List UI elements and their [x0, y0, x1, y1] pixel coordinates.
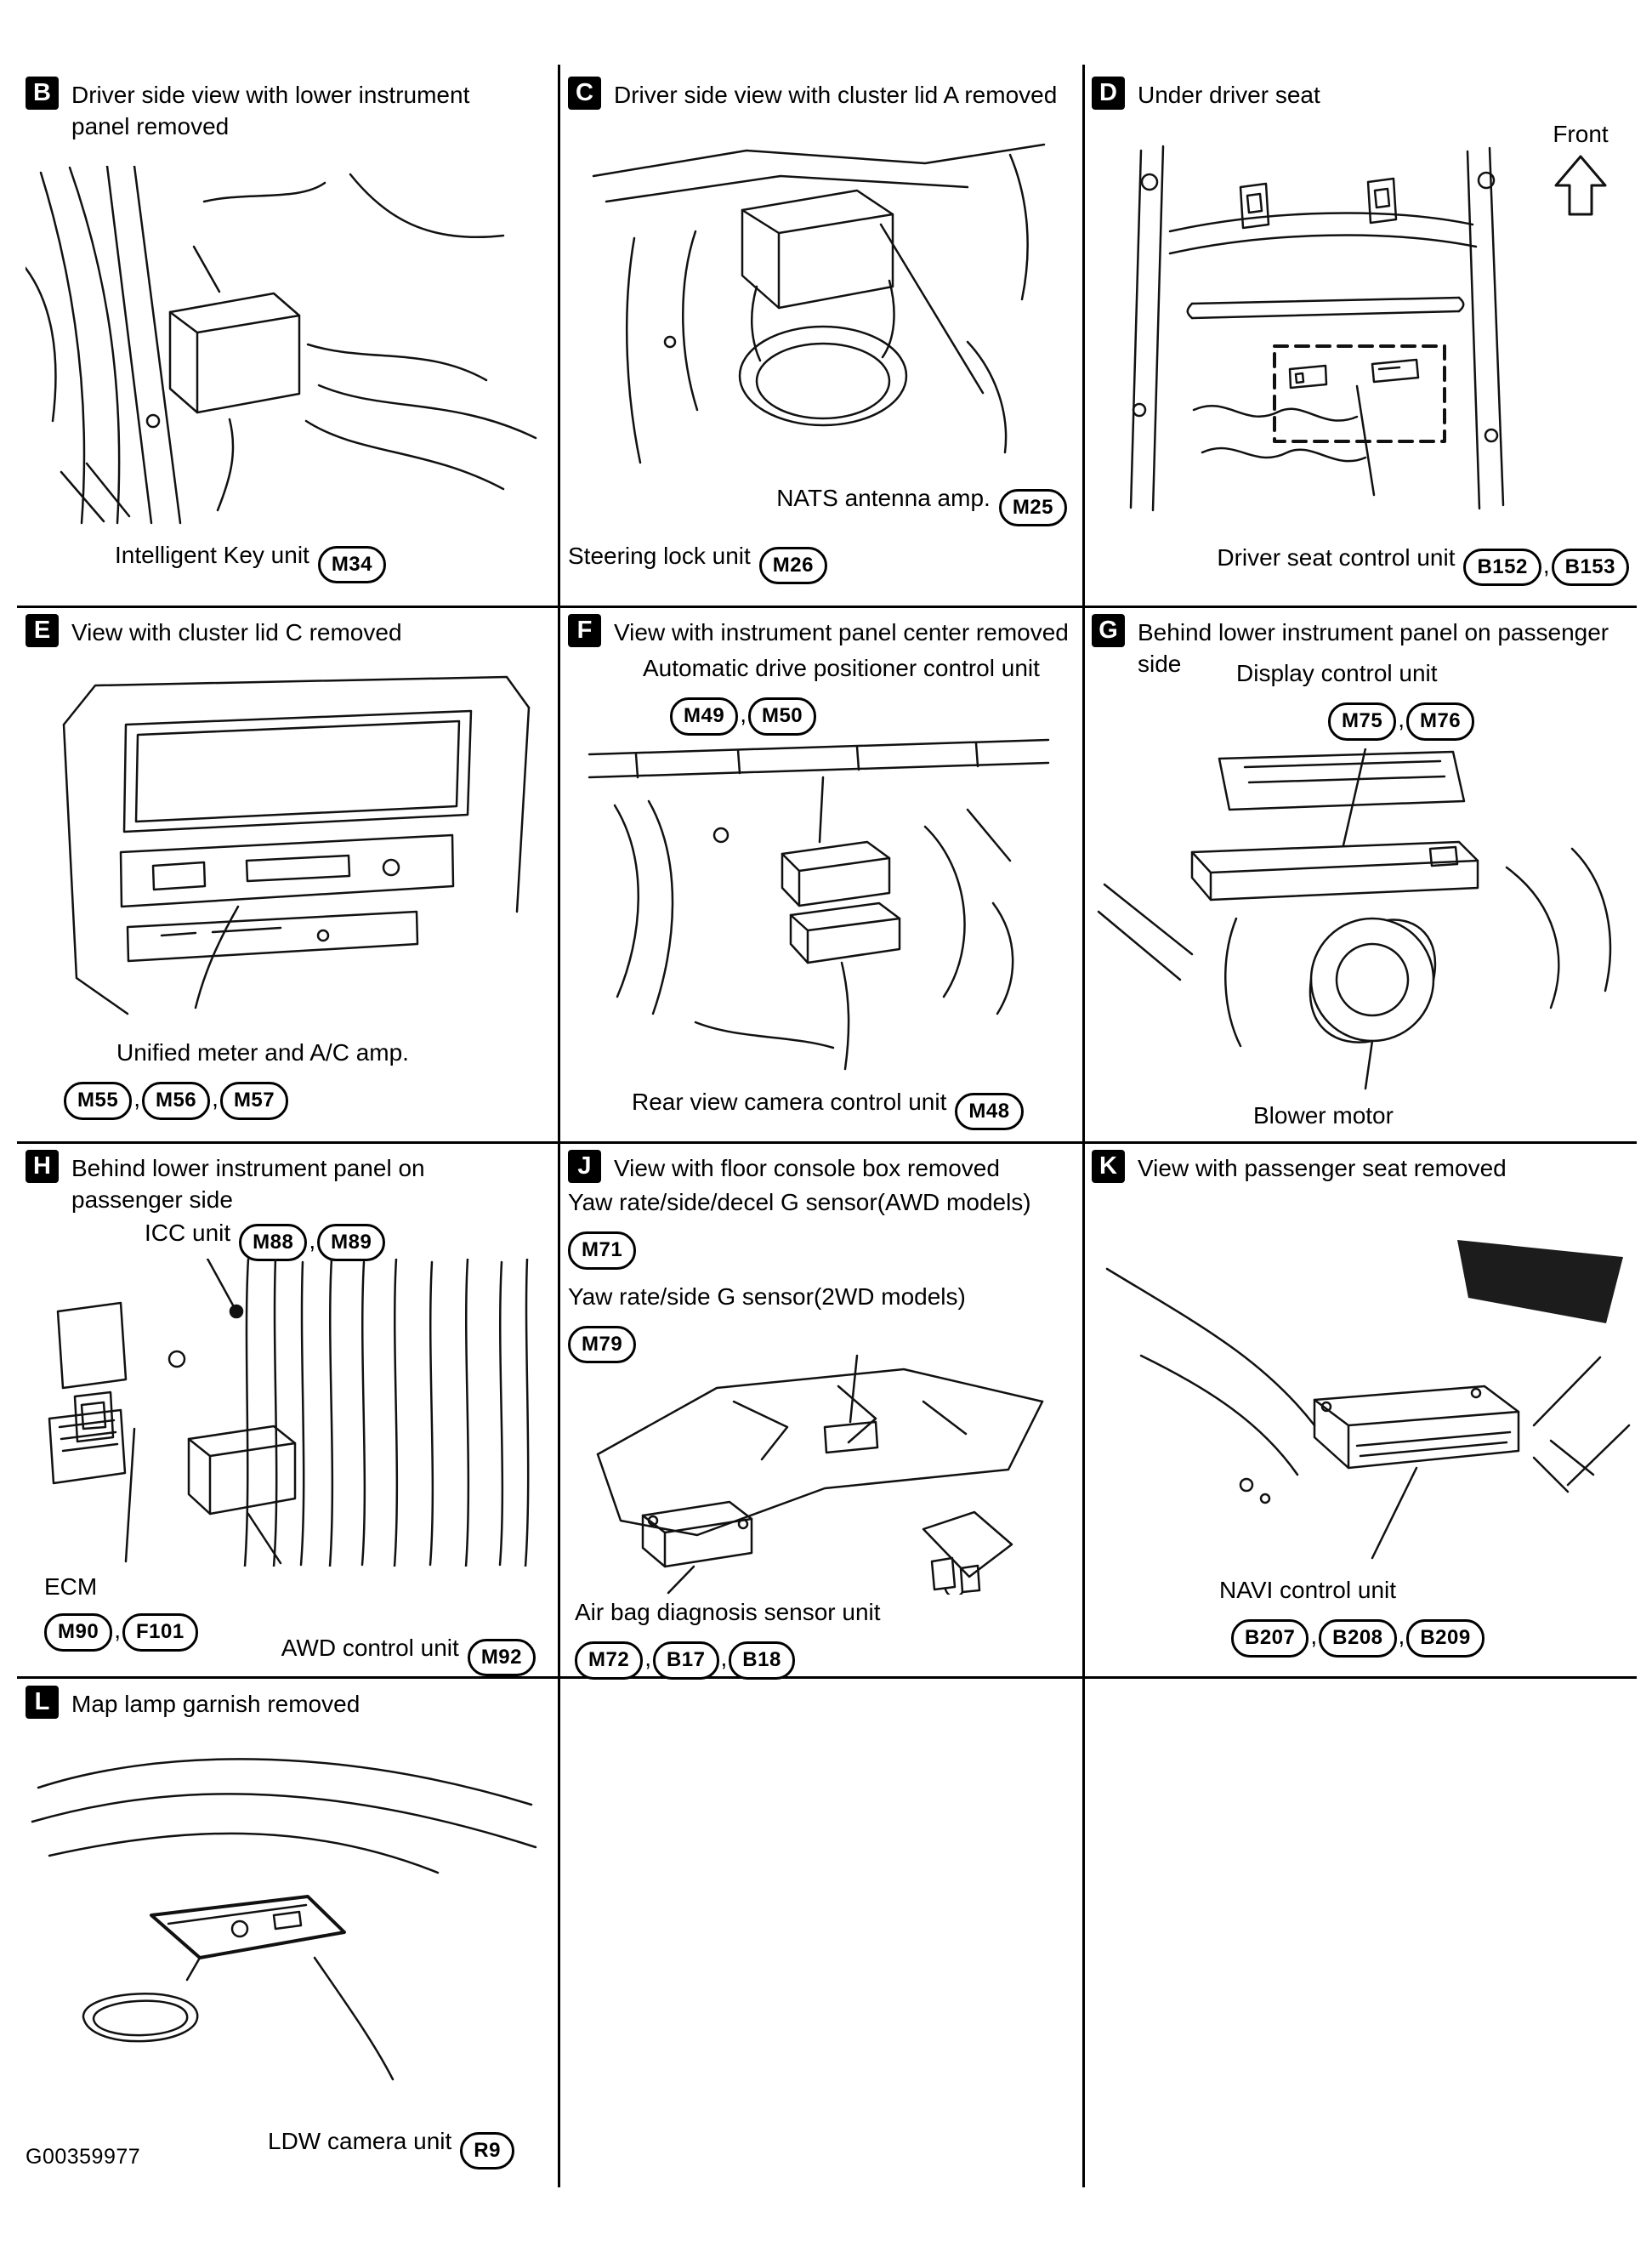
panel-c-title: Driver side view with cluster lid A removed — [614, 82, 1058, 108]
code-separator: , — [1542, 552, 1550, 578]
connector-code: M90 — [44, 1613, 112, 1651]
panel-b-title: Driver side view with lower instrument panel removed — [71, 82, 470, 139]
panel-h-badge: H — [26, 1150, 59, 1183]
panel-e-header — [26, 614, 546, 649]
air-bag-diagnosis-sensor-label: Air bag diagnosis sensor unit M72 , B17 , B18 — [575, 1597, 881, 1680]
connector-codes — [575, 1635, 881, 1679]
code-separator: , — [114, 1617, 121, 1644]
connector-codes — [1328, 697, 1474, 740]
connector-code: M72 — [575, 1641, 643, 1679]
panel-c-header — [568, 77, 1071, 111]
connector-codes — [670, 691, 1040, 735]
connector-code: M75 — [1328, 702, 1396, 740]
icc-unit-label: ICC unit M88 , M89 — [145, 1218, 385, 1261]
connector-code: M92 — [468, 1639, 536, 1676]
column-divider-2 — [1082, 65, 1085, 2187]
panel-g-badge: G — [1092, 614, 1125, 647]
unified-meter-ac-amp-label: Unified meter and A/C amp. M55 , M56 , M57 — [64, 1038, 409, 1120]
code-separator: , — [740, 701, 747, 728]
connector-codes — [1463, 543, 1629, 586]
nats-antenna-amp-label: NATS antenna amp. M25 — [776, 483, 1067, 526]
front-label: Front — [1553, 121, 1609, 147]
panel-h — [26, 1150, 546, 1670]
panel-d-header — [1092, 77, 1636, 111]
code-separator: , — [644, 1645, 651, 1672]
panel-l — [26, 1686, 546, 2187]
rear-view-camera-control-unit-label: Rear view camera control unit M48 — [632, 1087, 1024, 1130]
connector-code: M56 — [142, 1082, 210, 1119]
panel-g-illustration — [1092, 748, 1636, 1095]
automatic-drive-positioner-label: Automatic drive positioner control unit M49 , M50 — [643, 653, 1040, 736]
connector-codes — [1231, 1613, 1485, 1657]
connector-code: M25 — [999, 489, 1067, 526]
connector-code: M48 — [955, 1093, 1023, 1130]
connector-code: M76 — [1406, 702, 1474, 740]
code-separator: , — [720, 1645, 728, 1672]
panel-d-title: Under driver seat — [1138, 82, 1320, 108]
panel-b-badge: B — [26, 77, 59, 110]
connector-codes — [759, 541, 827, 584]
connector-code: M49 — [670, 697, 738, 735]
panel-c — [568, 77, 1071, 595]
blower-motor-label: Blower motor — [1253, 1102, 1394, 1129]
figure-code: G00359977 — [26, 2145, 141, 2169]
connector-code: F101 — [122, 1613, 198, 1651]
code-separator: , — [1310, 1623, 1318, 1650]
ldw-camera-unit-label: LDW camera unit R9 — [268, 2126, 514, 2170]
connector-code: B18 — [729, 1641, 795, 1679]
connector-code: M57 — [220, 1082, 288, 1119]
code-separator: , — [1398, 1623, 1405, 1650]
panel-k-header — [1092, 1150, 1636, 1185]
yaw-sensor-labels — [568, 1187, 1031, 1375]
panel-g-title: Behind lower instrument panel on passenger side — [1138, 619, 1609, 677]
panel-h-illustration — [26, 1259, 544, 1567]
row-divider-1 — [17, 606, 1637, 608]
connector-code: M89 — [317, 1224, 385, 1261]
panel-l-title: Map lamp garnish removed — [71, 1691, 360, 1717]
driver-seat-control-unit-label: Driver seat control unit B152 , B153 — [1217, 543, 1629, 586]
panel-e-illustration — [26, 663, 544, 1029]
panel-d-illustration — [1092, 129, 1568, 531]
panel-c-badge: C — [568, 77, 601, 110]
display-control-unit-label: Display control unit M75 , M76 — [1236, 658, 1474, 741]
panel-k-illustration — [1092, 1203, 1636, 1567]
panel-j-title: View with floor console box removed — [614, 1155, 1000, 1181]
ecm-label: ECM M90 , F101 — [44, 1572, 198, 1652]
yaw-rate-awd-label: Yaw rate/side/decel G sensor(AWD models) M71 — [568, 1187, 1031, 1270]
connector-codes — [568, 1226, 1031, 1269]
connector-code: B152 — [1463, 549, 1541, 586]
panel-e-title: View with cluster lid C removed — [71, 619, 402, 645]
panel-k-badge: K — [1092, 1150, 1125, 1183]
code-separator: , — [1398, 706, 1405, 733]
panel-l-badge: L — [26, 1686, 59, 1719]
connector-code: B208 — [1319, 1619, 1396, 1657]
connector-code: M88 — [239, 1224, 307, 1261]
panel-j-badge: J — [568, 1150, 601, 1183]
navi-control-unit-label: NAVI control unit B207 , B208 , B209 — [1219, 1575, 1485, 1658]
panel-b-header — [26, 77, 546, 143]
panel-l-header — [26, 1686, 546, 1720]
connector-codes — [460, 2126, 514, 2170]
connector-code: R9 — [460, 2132, 514, 2170]
panel-c-illustration — [568, 129, 1070, 482]
panel-f-badge: F — [568, 614, 601, 647]
connector-code: B209 — [1406, 1619, 1484, 1657]
panel-k-title: View with passenger seat removed — [1138, 1155, 1507, 1181]
connector-code: B153 — [1552, 549, 1629, 586]
connector-codes — [955, 1087, 1023, 1130]
panel-l-illustration — [26, 1735, 544, 2119]
connector-codes — [239, 1218, 385, 1261]
panel-g — [1092, 614, 1636, 1129]
intelligent-key-unit-label: Intelligent Key unit M34 — [115, 540, 386, 583]
panel-k — [1092, 1150, 1636, 1670]
panel-f-header — [568, 614, 1071, 649]
panel-f-illustration — [568, 733, 1070, 1078]
code-separator: , — [212, 1085, 219, 1112]
panel-h-title: Behind lower instrument panel on passenger side — [71, 1155, 425, 1213]
connector-codes — [318, 540, 386, 583]
connector-codes — [44, 1607, 198, 1651]
connector-code: M71 — [568, 1231, 636, 1269]
panel-j-illustration — [568, 1352, 1070, 1595]
code-separator: , — [309, 1227, 316, 1254]
steering-lock-unit-label: Steering lock unit M26 — [568, 541, 827, 584]
connector-code: M26 — [759, 547, 827, 584]
connector-codes — [64, 1076, 409, 1119]
column-divider-1 — [558, 65, 560, 2187]
panel-j-header — [568, 1150, 1071, 1185]
panel-b — [26, 77, 546, 595]
panel-d-badge: D — [1092, 77, 1125, 110]
connector-code: M79 — [568, 1326, 636, 1363]
panel-f-title: View with instrument panel center removed — [614, 619, 1069, 645]
panel-f — [568, 614, 1071, 1129]
connector-codes — [999, 483, 1067, 526]
connector-code: M34 — [318, 546, 386, 583]
connector-code: M55 — [64, 1082, 132, 1119]
panel-b-illustration — [26, 166, 544, 527]
panel-h-header — [26, 1150, 546, 1216]
connector-code: B17 — [653, 1641, 719, 1679]
panel-d — [1092, 77, 1636, 595]
code-separator: , — [133, 1085, 140, 1112]
yaw-rate-2wd-label: Yaw rate/side G sensor(2WD models) M79 — [568, 1282, 1031, 1364]
panel-e — [26, 614, 546, 1129]
panel-e-badge: E — [26, 614, 59, 647]
row-divider-2 — [17, 1141, 1637, 1144]
awd-control-unit-label: AWD control unit M92 — [281, 1633, 536, 1676]
connector-codes — [468, 1633, 536, 1676]
connector-code: B207 — [1231, 1619, 1309, 1657]
panel-j — [568, 1150, 1071, 1670]
connector-code: M50 — [748, 697, 816, 735]
